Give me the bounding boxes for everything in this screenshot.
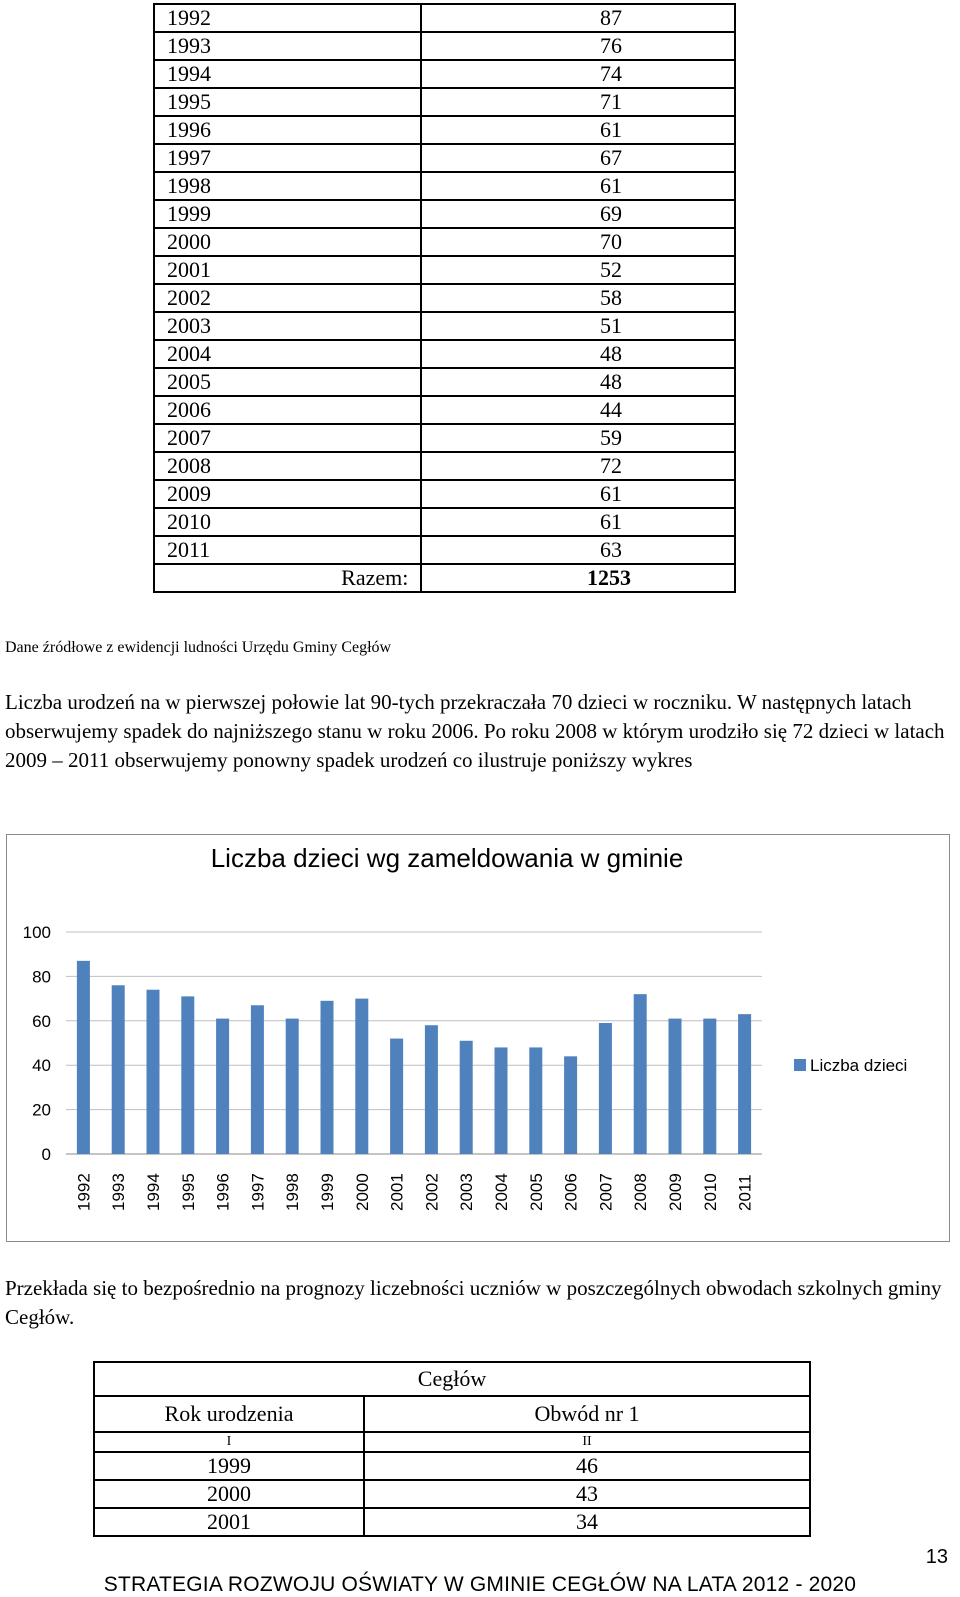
birth-year: 2000 xyxy=(154,228,421,256)
bar xyxy=(355,999,368,1154)
birth-count: 74 xyxy=(421,60,735,88)
table-row xyxy=(154,116,735,144)
table-row xyxy=(94,1452,810,1480)
chart-legend xyxy=(794,1056,907,1075)
y-tick-label: 100 xyxy=(22,923,51,942)
births-table xyxy=(153,3,736,593)
table-row xyxy=(154,396,735,424)
subheader-col1: I xyxy=(94,1432,364,1452)
table-row xyxy=(154,4,735,32)
table-row xyxy=(154,32,735,60)
birth-count: 58 xyxy=(421,284,735,312)
bar xyxy=(251,1005,264,1154)
birth-year: 2008 xyxy=(154,452,421,480)
paragraph-birth-trend: Liczba urodzeń na w pierwszej połowie lat 90-tych przekraczała 70 dzieci w roczniku. W następnych latach obserwujemy spadek do najniższego stanu w roku 2006. Po roku 2008 w którym urodziło się 72 dzieci w latach 2009 – 2011 obserwujemy ponowny spadek urodzeń co ilustruje poniższy wykres xyxy=(5,690,945,772)
birth-count: 70 xyxy=(421,228,735,256)
birth-year: 1994 xyxy=(154,60,421,88)
birth-count: 48 xyxy=(421,368,735,396)
x-tick-label: 2003 xyxy=(457,1173,477,1211)
table-row xyxy=(154,88,735,116)
birth-count: 71 xyxy=(421,88,735,116)
table-row xyxy=(94,1480,810,1508)
birth-count: 59 xyxy=(421,424,735,452)
grade-value: 43 xyxy=(364,1480,810,1508)
chart-bars xyxy=(77,961,751,1154)
header-district: Obwód nr 1 xyxy=(364,1396,810,1432)
birth-year: 2002 xyxy=(154,284,421,312)
table-row xyxy=(154,340,735,368)
birth-year: 2006 xyxy=(154,396,421,424)
table-row xyxy=(154,60,735,88)
y-tick-label: 40 xyxy=(32,1056,51,1076)
birth-count: 61 xyxy=(421,508,735,536)
x-tick-label: 1995 xyxy=(178,1173,198,1211)
x-tick-label: 2010 xyxy=(700,1173,720,1211)
bar xyxy=(112,985,125,1154)
bar xyxy=(425,1025,438,1154)
table-row xyxy=(154,256,735,284)
bar xyxy=(77,961,90,1154)
bar xyxy=(321,1001,334,1154)
x-tick-label: 2005 xyxy=(526,1173,546,1211)
x-tick-label: 2004 xyxy=(492,1173,511,1211)
birth-count: 63 xyxy=(421,536,735,564)
x-tick-label: 2006 xyxy=(561,1173,581,1211)
grade-year: 2001 xyxy=(94,1508,364,1536)
table-row xyxy=(154,312,735,340)
x-tick-label: 1998 xyxy=(283,1173,303,1211)
birth-year: 1993 xyxy=(154,32,421,60)
birth-year: 2009 xyxy=(154,480,421,508)
source-note: Dane źródłowe z ewidencji ludności Urzędu Gminy Cegłów xyxy=(5,639,392,656)
grade-table xyxy=(93,1361,811,1537)
legend-swatch xyxy=(794,1059,806,1071)
birth-year: 2003 xyxy=(154,312,421,340)
table-row xyxy=(154,228,735,256)
x-tick-label: 1996 xyxy=(213,1173,233,1211)
birth-year: 1995 xyxy=(154,88,421,116)
grade-table-title-row xyxy=(94,1362,810,1396)
x-tick-label: 2007 xyxy=(596,1173,616,1211)
birth-year: 1998 xyxy=(154,172,421,200)
y-tick-label: 20 xyxy=(32,1100,51,1120)
table-row xyxy=(154,424,735,452)
table-row xyxy=(154,144,735,172)
bar xyxy=(634,994,647,1154)
header-birth-year: Rok urodzenia xyxy=(94,1396,364,1432)
grade-value: 34 xyxy=(364,1508,810,1536)
birth-year: 2004 xyxy=(154,340,421,368)
table-row xyxy=(94,1508,810,1536)
bar xyxy=(495,1047,508,1154)
subheader-col2: II xyxy=(364,1432,810,1452)
x-tick-label: 1992 xyxy=(74,1173,94,1211)
bar-chart xyxy=(7,835,949,1241)
table-row xyxy=(154,368,735,396)
bar xyxy=(181,996,194,1154)
birth-count: 61 xyxy=(421,116,735,144)
bar xyxy=(147,990,160,1154)
birth-count: 52 xyxy=(421,256,735,284)
table-row xyxy=(154,452,735,480)
x-tick-label: 1993 xyxy=(109,1173,129,1211)
grade-year: 1999 xyxy=(94,1452,364,1480)
y-tick-label: 80 xyxy=(32,967,51,987)
birth-count: 69 xyxy=(421,200,735,228)
birth-year: 2001 xyxy=(154,256,421,284)
birth-year: 1997 xyxy=(154,144,421,172)
birth-year: 2005 xyxy=(154,368,421,396)
total-label: Razem: xyxy=(154,564,421,592)
birth-count: 61 xyxy=(421,480,735,508)
x-tick-label: 2008 xyxy=(631,1173,651,1211)
grade-table-header-row xyxy=(94,1396,810,1432)
birth-count: 48 xyxy=(421,340,735,368)
bar xyxy=(529,1047,542,1154)
total-row xyxy=(154,564,735,592)
page-footer: STRATEGIA ROZWOJU OŚWIATY W GMINIE CEGŁÓW NA LATA 2012 - 2020 xyxy=(103,1573,857,1596)
bar xyxy=(599,1023,612,1154)
birth-count: 51 xyxy=(421,312,735,340)
x-tick-label: 1994 xyxy=(144,1173,163,1211)
birth-year: 1999 xyxy=(154,200,421,228)
birth-count: 72 xyxy=(421,452,735,480)
grade-value: 46 xyxy=(364,1452,810,1480)
bar xyxy=(703,1019,716,1154)
chart-gridlines xyxy=(66,932,762,1154)
bar xyxy=(216,1019,229,1154)
bar xyxy=(286,1019,299,1154)
table-row xyxy=(154,284,735,312)
table-row xyxy=(154,508,735,536)
births-table-body xyxy=(154,4,735,592)
total-value: 1253 xyxy=(421,564,735,592)
birth-year: 1996 xyxy=(154,116,421,144)
bar xyxy=(738,1014,751,1154)
table-row xyxy=(154,172,735,200)
chart-frame xyxy=(6,834,950,1242)
paragraph-projection: Przekłada się to bezpośrednio na prognozy liczebności uczniów w poszczególnych obwodach szkolnych gminy Cegłów. xyxy=(5,1276,942,1329)
birth-count: 61 xyxy=(421,172,735,200)
chart-title: Liczba dzieci wg zameldowania w gminie xyxy=(210,843,684,873)
table-row xyxy=(154,536,735,564)
birth-count: 87 xyxy=(421,4,735,32)
birth-year: 1992 xyxy=(154,4,421,32)
birth-count: 76 xyxy=(421,32,735,60)
x-tick-label: 1997 xyxy=(248,1173,268,1211)
x-tick-label: 2002 xyxy=(422,1173,442,1211)
x-tick-label: 2011 xyxy=(735,1174,755,1211)
grade-table-title: Cegłów xyxy=(94,1362,810,1396)
table-row xyxy=(154,200,735,228)
x-tick-label: 2001 xyxy=(387,1173,407,1211)
table-row xyxy=(154,480,735,508)
page-number: 13 xyxy=(925,1546,948,1568)
bar xyxy=(669,1019,682,1154)
legend-label: Liczba dzieci xyxy=(810,1056,908,1075)
grade-table-subheader-row xyxy=(94,1432,810,1452)
grade-year: 2000 xyxy=(94,1480,364,1508)
x-tick-label: 2009 xyxy=(666,1173,685,1211)
x-tick-label: 2000 xyxy=(352,1173,372,1211)
x-tick-label: 1999 xyxy=(318,1173,337,1211)
bar xyxy=(390,1039,403,1154)
birth-year: 2010 xyxy=(154,508,421,536)
bar xyxy=(564,1056,577,1154)
y-tick-label: 0 xyxy=(41,1145,51,1164)
chart-y-ticks xyxy=(23,923,51,1164)
birth-year: 2007 xyxy=(154,424,421,452)
birth-count: 67 xyxy=(421,144,735,172)
birth-count: 44 xyxy=(421,396,735,424)
y-tick-label: 60 xyxy=(32,1011,51,1031)
grade-table-body xyxy=(94,1362,810,1536)
bar xyxy=(460,1041,473,1154)
birth-year: 2011 xyxy=(154,536,421,564)
chart-x-ticks xyxy=(74,1173,754,1211)
